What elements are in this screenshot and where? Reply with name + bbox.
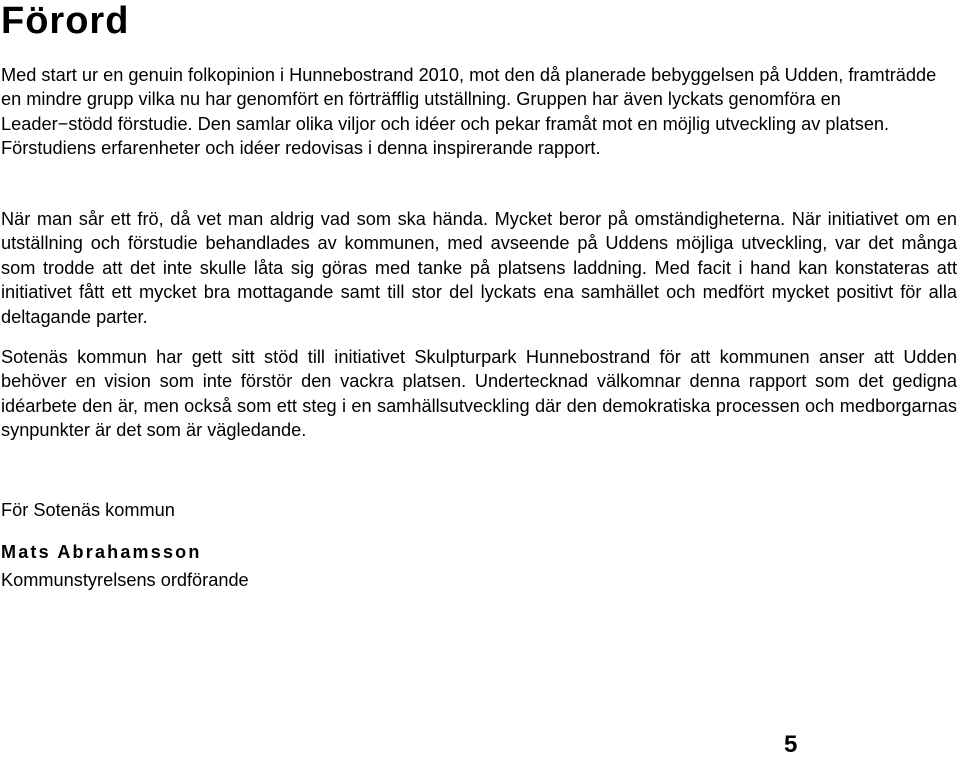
signature-name: Mats Abrahamsson xyxy=(1,542,202,562)
paragraph-support: Sotenäs kommun har gett sitt stöd till initiativet Skulpturpark Hunnebostrand för att kommunen anser att Udden behöver en vision som inte förstör den vackra platsen. Undertecknad välkomnar denna rapport som det gedigna idéarbete den är, men också som ett steg i en samhällsutveckling där den demokratiska processen och medborgarnas synpunkter är det som är vägledande. xyxy=(1,347,957,441)
page-number: 5 xyxy=(784,731,798,758)
page-title: Förord xyxy=(1,0,130,42)
paragraph-intro: Med start ur en genuin folkopinion i Hunnebostrand 2010, mot den då planerade bebyggelsen på Udden, framträdde en mindre grupp vilka nu har genomfört en förträfflig utställning. Gruppen har även lyckats genomföra en Leader−stödd förstudie. Den samlar olika viljor och idéer och pekar framåt mot en möjlig utveckling av platsen. Förstudiens erfarenheter och idéer redovisas i denna inspirerande rapport. xyxy=(1,65,937,159)
signature-role: Kommunstyrelsens ordförande xyxy=(1,570,249,590)
paragraph-initiative: När man sår ett frö, då vet man aldrig vad som ska hända. Mycket beror på omständigheterna. När initiativet om en utställning och förstudie behandlades av kommunen, med avseende på Uddens möjliga utveckling, var det många som trodde att det inte skulle låta sig göras med tanke på platsens laddning. Med facit i hand kan konstateras att initiativet fått ett mycket bra mottagande samt till stor del lyckats ena samhället och medfört mycket positivt för alla deltagande parter. xyxy=(1,209,957,327)
signature-intro: För Sotenäs kommun xyxy=(1,500,175,520)
